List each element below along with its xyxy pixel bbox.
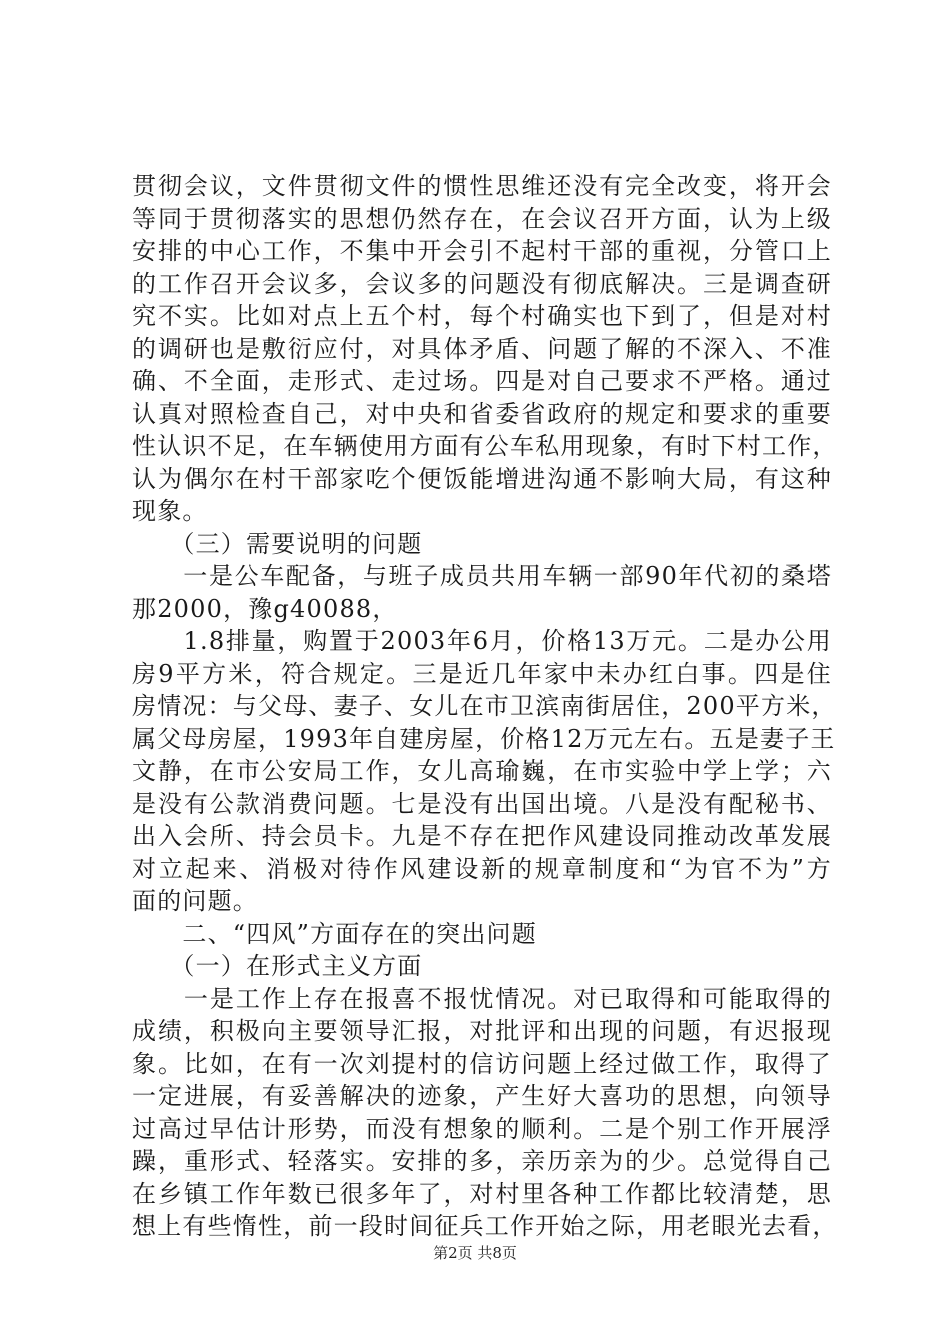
section-heading: （一）在形式主义方面: [132, 952, 423, 980]
text-line: 躁，重形式、轻落实。安排的多，亲历亲为的少。总觉得自己: [132, 1147, 832, 1175]
text-line: 想上有些惰性，前一段时间征兵工作开始之际，用老眼光去看，: [132, 1212, 838, 1240]
text-line: 认为偶尔在村干部家吃个便饭能增进沟通不影响大局，有这种: [132, 464, 832, 493]
text-line: 一是工作上存在报喜不报忧情况。对已取得和可能取得的: [132, 984, 832, 1013]
text-line: 文静，在市公安局工作，女儿高瑜巍，在市实验中学上学；六: [132, 757, 832, 785]
text-line: 的工作召开会议多，会议多的问题没有彻底解决。三是调查研: [132, 269, 832, 298]
text-line: 对立起来、消极对待作风建设新的规章制度和“为官不为”方: [132, 854, 832, 883]
text-line: 确、不全面，走形式、走过场。四是对自己要求不严格。通过: [132, 367, 832, 395]
text-line: 性认识不足，在车辆使用方面有公车私用现象，有时下村工作，: [132, 432, 838, 460]
text-line: 现象。: [132, 497, 208, 525]
text-line: 安排的中心工作，不集中开会引不起村干部的重视，分管口上: [132, 237, 832, 265]
text-line: 是没有公款消费问题。七是没有出国出境。八是没有配秘书、: [132, 789, 832, 818]
text-line: 房9平方米，符合规定。三是近几年家中未办红白事。四是住: [132, 659, 832, 688]
text-line: 过高过早估计形势，而没有想象的顺利。二是个别工作开展浮: [132, 1114, 832, 1143]
document-body: [132, 170, 838, 1243]
section-heading: 二、“四风”方面存在的突出问题: [132, 919, 537, 948]
text-line: 成绩，积极向主要领导汇报，对批评和出现的问题，有迟报现: [132, 1017, 832, 1045]
text-line: 的调研也是敷衍应付，对具体矛盾、问题了解的不深入、不准: [132, 334, 832, 363]
section-heading: （三）需要说明的问题: [132, 529, 423, 558]
text-line: 一定进展，有妥善解决的迹象，产生好大喜功的思想，向领导: [132, 1082, 832, 1110]
text-line: 贯彻会议，文件贯彻文件的惯性思维还没有完全改变，将开会: [132, 172, 832, 200]
page-footer: 第2页 共8页: [433, 1244, 517, 1262]
text-line: 等同于贯彻落实的思想仍然存在，在会议召开方面，认为上级: [132, 204, 832, 233]
text-line: 那2000，豫g40088，: [132, 594, 398, 623]
text-line: 象。比如，在有一次刘提村的信访问题上经过做工作，取得了: [132, 1049, 832, 1078]
text-line: 一是公车配备，与班子成员共用车辆一部90年代初的桑塔: [132, 562, 832, 590]
text-line: 属父母房屋，1993年自建房屋，价格12万元左右。五是妻子王: [132, 724, 836, 753]
text-line: 在乡镇工作年数已很多年了，对村里各种工作都比较清楚，思: [132, 1179, 832, 1208]
text-line: 1.8排量，购置于2003年6月，价格13万元。二是办公用: [132, 627, 832, 655]
text-line: 出入会所、持会员卡。九是不存在把作风建设同推动改革发展: [132, 822, 832, 850]
text-line: 究不实。比如对点上五个村，每个村确实也下到了，但是对村: [132, 302, 832, 330]
text-line: 房情况：与父母、妻子、女儿在市卫滨南街居住，200平方米，: [132, 692, 837, 720]
text-line: 面的问题。: [132, 887, 258, 915]
text-line: 认真对照检查自己，对中央和省委省政府的规定和要求的重要: [132, 399, 832, 428]
